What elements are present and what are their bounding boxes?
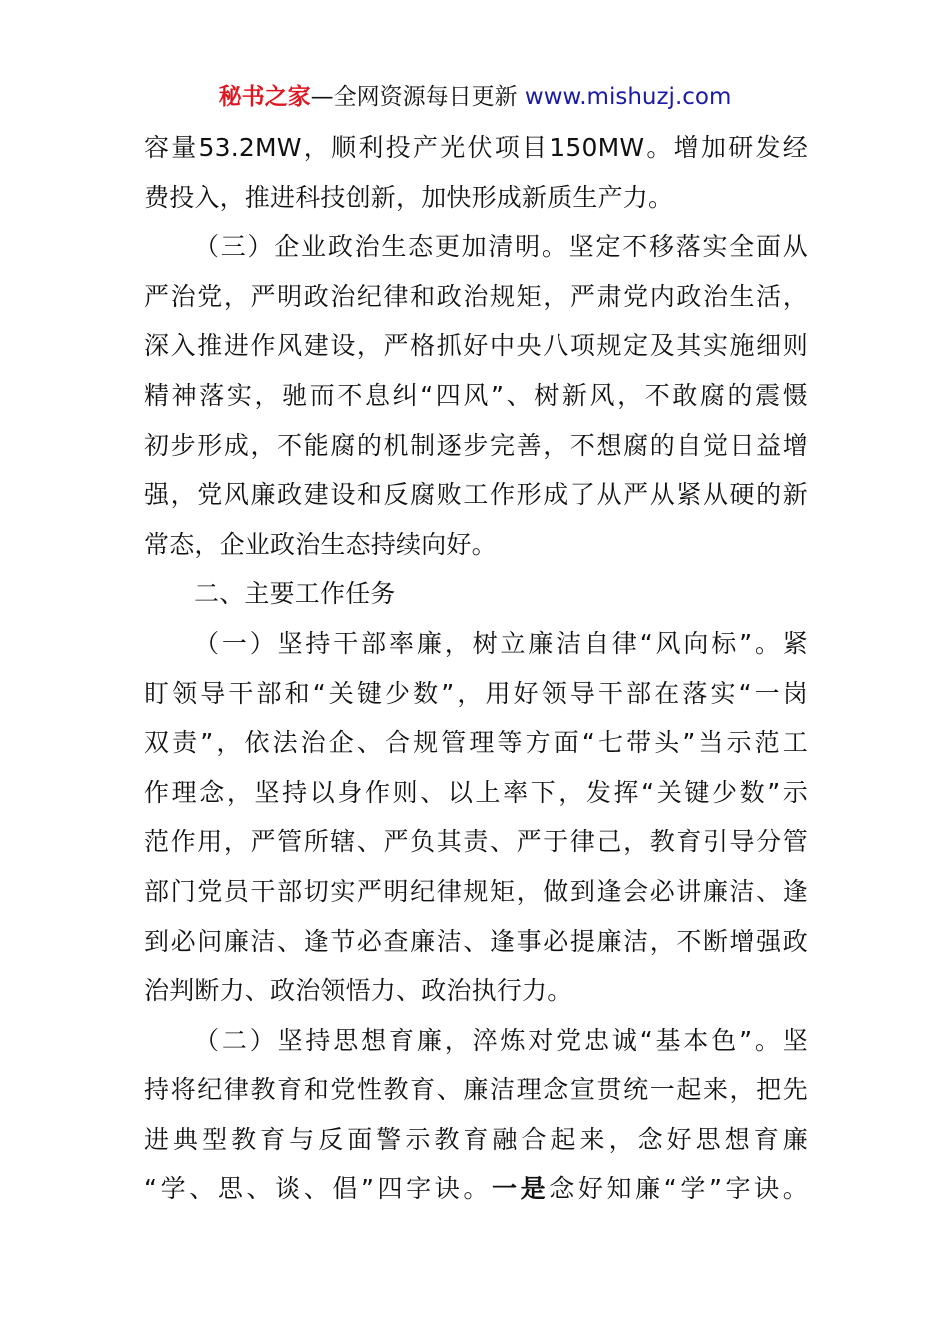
site-brand: 秘书之家	[218, 84, 311, 110]
section-heading: 二、主要工作任务	[194, 579, 396, 609]
text-line: 严治党，严明政治纪律和政治规矩，严肃党内政治生活，	[144, 281, 808, 311]
text-line: 作理念，坚持以身作则、以上率下，发挥“关键少数”示	[144, 777, 808, 807]
text-line: 到必问廉洁、逢节必查廉洁、逢事必提廉洁，不断增强政	[144, 926, 808, 956]
text-line-mixed	[144, 1164, 808, 1214]
text-line: 初步形成，不能腐的机制逐步完善，不想腐的自觉日益增	[144, 430, 808, 460]
text-segment: 念好知廉“学”字诀。	[549, 1174, 808, 1204]
text-line: 范作用，严管所辖、严负其责、严于律己，教育引导分管	[144, 827, 808, 857]
text-line: 容量53.2MW，顺利投产光伏项目150MW。增加研发经	[144, 133, 808, 162]
text-line: 常态，企业政治生态持续向好。	[144, 529, 497, 559]
site-tagline: —全网资源每日更新	[310, 84, 525, 110]
text-line: 进典型教育与反面警示教育融合起来，念好思想育廉	[144, 1124, 808, 1154]
text-line: 双责”，依法治企、合规管理等方面“七带头”当示范工	[144, 728, 808, 758]
paragraph-start: （二）坚持思想育廉，淬炼对党忠诚“基本色”。坚	[194, 1025, 808, 1055]
text-segment: “学、思、谈、倡”四字诀。	[144, 1174, 493, 1204]
text-line: 强，党风廉政建设和反腐败工作形成了从严从紧从硬的新	[144, 480, 808, 510]
document-body	[144, 123, 808, 1214]
text-line: 治判断力、政治领悟力、政治执行力。	[144, 976, 573, 1006]
emphasis-text: 一是	[492, 1174, 550, 1204]
text-line: 盯领导干部和“关键少数”，用好领导干部在落实“一岗	[144, 678, 808, 708]
site-watermark-header	[0, 82, 950, 112]
site-url: www.mishuzj.com	[524, 84, 732, 110]
text-line: 深入推进作风建设，严格抓好中央八项规定及其实施细则	[144, 331, 808, 361]
text-line: 精神落实，驰而不息纠“四风”、树新风，不敢腐的震慑	[144, 380, 808, 410]
text-line: 部门党员干部切实严明纪律规矩，做到逢会必讲廉洁、逢	[144, 876, 808, 906]
text-line: 持将纪律教育和党性教育、廉洁理念宣贯统一起来，把先	[144, 1075, 808, 1105]
text-line: 费投入，推进科技创新，加快形成新质生产力。	[144, 182, 674, 212]
paragraph-start: （一）坚持干部率廉，树立廉洁自律“风向标”。紧	[194, 628, 808, 658]
paragraph-start: （三）企业政治生态更加清明。坚定不移落实全面从	[194, 232, 808, 262]
